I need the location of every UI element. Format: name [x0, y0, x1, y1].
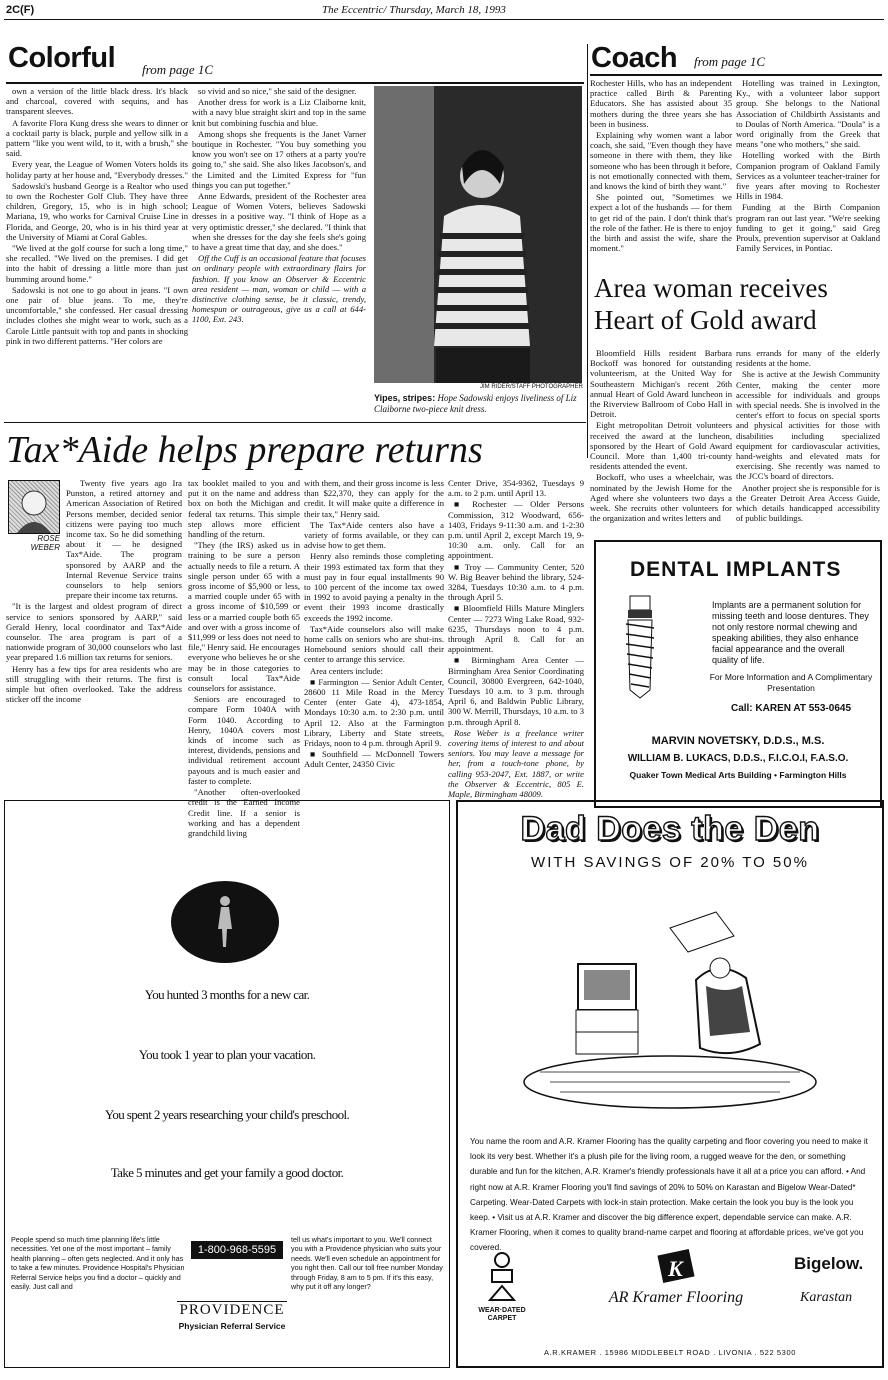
kramer-body: You name the room and A.R. Kramer Flooring has the quality carpeting and floor covering you need to make it look its very best. Whether it's a plush pile for the living room, a rugged weave for the den, or something durable and fun for the kitchen, A.R. Kramer's friendly professionals have it all at a price you can afford. • And right now at A.R. Kramer Flooring you'll find savings of 20% to 50% on Karastan and Bigelow Wear-Dated* Carpeting. Wear-Dated Carpets with lock-in stain protection. Make certain the look you buy is the look you keep. • Visit us at A.R. Kramer and discover the big difference expert, dependable service can make. A.R. Kramer Flooring, when it comes to quality brand-name carpet and flooring at affordable prices, we've got you covered. — [470, 1137, 868, 1253]
colorful-from: from page 1C — [142, 62, 214, 77]
dental-info: For More Information and A Complimentary Presentation — [709, 672, 873, 693]
wear-dated-label: WEAR·DATED CARPET — [478, 1307, 526, 1322]
paragraph: The Tax*Aide centers also have a variety of forms available, or they can advise how to get them. — [304, 519, 444, 551]
paragraph: Rochester Hills, who has an independent practice called Birth & Parenting Educators. She has assisted about 35 mothers during the three years she has been in business. — [590, 78, 732, 129]
dental-body: Implants are a permanent solution for missing teeth and loose dentures. They not only restore normal chewing and speaking abilities, they also enhance facial appearance and the overall quality of life. — [712, 600, 869, 665]
den-illustration — [520, 882, 820, 1112]
paragraph: Seniors are encouraged to compare Form 1040A with Form 1040. According to Henry, 1040A covers most kinds of income such as interest, dividends, pensions and individual retirement account payouts and is much easier and faster to complete. — [188, 694, 300, 786]
column-divider — [587, 44, 588, 458]
paragraph: Hotelling was trained in Lexington, Ky., with a volunteer labor support group. She belongs to the National Association of Childbirth Assistants and to Doulas of North America. "Doula" is a word originally from the Greek that means "one who mothers," she said. — [736, 78, 880, 150]
coach-col1 — [590, 78, 732, 274]
svg-text:K: K — [668, 1256, 683, 1281]
section-rule — [4, 422, 586, 423]
kramer-savings: WITH SAVINGS OF 20% TO 50% — [531, 854, 809, 871]
dental-doctor-1: MARVIN NOVETSKY, D.D.S., M.S. — [651, 735, 825, 747]
providence-line-3: You spent 2 years researching your child's preschool. — [104, 1107, 350, 1122]
dental-implants-ad — [594, 540, 882, 808]
paragraph: Area centers include: — [310, 665, 384, 676]
coach-from: from page 1C — [694, 54, 766, 69]
bigelow-logo: Bigelow. — [794, 1254, 864, 1273]
italic-note: Rose Weber is a freelance writer covering items of interest to and about seniors. You may leave a message for her, from a touch-tone phone, by calling 953-2047, Ext. 1887, or write the Observer & Eccentric, 805 E. Maple, Birmingham 48009. — [448, 727, 584, 800]
kramer-k-icon — [656, 1248, 696, 1284]
paragraph: Every year, the League of Women Voters holds its holiday party at her house and, "Everybody dresses." — [6, 159, 188, 180]
paragraph: "It is the largest and oldest program of direct service to seniors sponsored by AARP," said Gerald Henry, local coordinator and Tax*Aide counselor. The area program is part of a nationwide program of 30,000 counselors who last year prepared 1.6 million tax returns for seniors. — [6, 601, 182, 663]
coach-col2 — [736, 78, 880, 274]
paragraph: Sadowski's husband George is a Realtor who used to own the Rochester Golf Club. They have three children, Gregory, 15, who is in high school; Mariana, 19, who works for Carnival Cruise Line in Florida, and George, 20, who is in his third year at the University of Miami at Coral Gables. — [6, 180, 188, 242]
paragraph: She is active at the Jewish Community Center, making the center more accessible for individuals and groups with special needs. She is involved in the center's effort to focus on special sports and physical activities for those with disabilities including specialized equipment for cardiovascular activities, hand-weights and elevated mats for exercising. She recently was named to the JCC's board of directors. — [736, 369, 880, 482]
colorful-rule — [6, 82, 584, 84]
doctor-silhouette-icon — [169, 879, 281, 965]
providence-logo: PROVIDENCE — [177, 1301, 287, 1319]
taxaide-col2 — [188, 478, 300, 838]
kramer-logo-text: AR Kramer Flooring — [608, 1289, 744, 1306]
masthead-rule — [4, 19, 884, 20]
taxaide-col3 — [304, 478, 444, 796]
paragraph: Another project she is responsible for is the Greater Detroit Area Access Guide, which details handicapped accessibility of public buildings. — [736, 482, 880, 524]
dental-call: Call: KAREN AT 553-0645 — [730, 703, 852, 714]
paragraph: "They (the IRS) asked us in training to be sure a person actually needs to file a return. A single person under 65 with a gross income of $5,900 or less, a married couple under 65 with a gross income of $10,599 or less or a married couple both 65 and over with a gross income of $11,999 or less does not need to file," Henry said. He encourages everyone who believes he or she may be in those categories to consult local Tax*Aide counselors for assistance. — [188, 540, 300, 694]
paragraph: Tax*Aide counselors also will make home calls on seniors who are shut-ins. Homebound seniors should call their center to arrange this service. — [304, 623, 444, 665]
paragraph: Funding at the Birth Companion program ran out last year. "We're seeking funding to get it going," said Greg Proulx, prevention supervisor at Oakland Family Services, in Pontiac. — [736, 202, 880, 254]
paragraph: Another dress for work is a Liz Claiborne knit, with a navy blue straight skirt and top in the same knit but combining fuschia and blue. — [192, 97, 366, 128]
providence-phone: 1-800-968-5595 — [191, 1241, 283, 1259]
paragraph: Henry also reminds those completing their 1993 estimated tax form that they must pay in four equal installments 90 to 100 percent of the income tax owed in 1992 to avoid paying a penalty in the event their 1993 income drastically exceeds the 1992 income. — [304, 551, 444, 623]
wear-dated-logo — [472, 1252, 532, 1323]
heart-col2 — [736, 348, 880, 524]
byline: ROSE WEBER — [30, 534, 60, 552]
paragraph: Center Drive, 354-9362, Tuesdays 9 a.m. to 2 p.m. until April 13. — [448, 478, 584, 499]
taxaide-headline: Tax*Aide helps prepare returns — [6, 429, 483, 471]
providence-line-2: You took 1 year to plan your vacation. — [138, 1047, 316, 1062]
coach-kicker: Coach — [591, 42, 678, 74]
colorful-col1 — [6, 86, 188, 408]
paragraph: tax booklet mailed to you and put it on the name and address box on both the Michigan and federal tax returns. This simple step allows more efficient handling of the return. — [188, 478, 300, 540]
paragraph: Anne Edwards, president of the Rochester area League of Women Voters, believes Sadowski dresses in a positive way. "I think of Hope as a very optimistic dresser," she declared. "I think that when she dresses for the day she feels she's going to have a great time that day, and she does." — [192, 191, 366, 253]
hope-sadowski-photo — [374, 86, 582, 383]
paragraph: She pointed out, "Sometimes we expect a lot of the husbands — for them to get rid of the pain. I don't think that's the role of the father. He is there to enjoy the birth and assist the wife, share the moment." — [590, 192, 732, 254]
paragraph: Twenty five years ago Ira Punston, a retired attorney and American Association of Retired Persons member, decided senior citizens were paying too much income tax. So he did something about it — he designed Tax*Aide. The program sponsored by AARP and the Internal Revenue Service trains counselors to help seniors prepare their income tax returns. — [66, 478, 182, 601]
providence-ad — [4, 800, 450, 1368]
paragraph: Bloomfield Hills resident Barbara Bockoff was honored for outstanding volunteerism, at the United Way for Southeastern Michigan's recent 26th annual Heart of Gold Award luncheon in the Riverview Ballroom of Cobo Hall in Detroit. — [590, 348, 732, 420]
paragraph: so vivid and so nice," she said of the designer. — [198, 86, 357, 96]
caption-lead: Yipes, stripes: — [374, 393, 436, 403]
providence-left-copy: People spend so much time planning life's little necessities. Yet one of the most important – family health planning – often gets neglected. And it only has to take a few minutes. Providence Hospital's Physician Referral Service helps you find a doctor – quickly and easily. Just call and — [11, 1235, 185, 1292]
providence-line-4: Take 5 minutes and get your family a good doctor. — [110, 1165, 344, 1180]
paragraph: Sadowski is not one to go about in jeans. "I own one pair of blue jeans. To me, they're uncomfortable," she confessed. Her casual dressing includes clothes she might wear to work, such as a Carole Little pantsuit with top and pants in shocking pink in two different patterns. "Her colors are — [6, 284, 188, 346]
taxaide-col1 — [6, 478, 182, 796]
paragraph: A favorite Flora Kung dress she wears to dinner or a cocktail party is black, purple and yellow silk in a pattern "like you went wild, to it, with a brush," she said. — [6, 117, 188, 159]
dental-doctor-2: WILLIAM B. LUKACS, D.D.S., F.I.C.O.I, F.A.S.O. — [627, 753, 849, 764]
heart-headline: Area woman receives Heart of Gold award — [594, 273, 828, 335]
photo-credit: JIM RIDER/STAFF PHOTOGRAPHER — [480, 384, 583, 390]
kramer-address: A.R.KRAMER . 15986 MIDDLEBELT ROAD . LIVONIA . 522 5300 — [544, 1348, 796, 1357]
kramer-logo — [606, 1248, 746, 1307]
paragraph: Bockoff, who uses a wheelchair, was nominated by the Jewish Home for the Aged where she volunteers two days a week. She recruits other volunteers for the organization and writes letters and — [590, 472, 732, 524]
karastan-logo: Karastan — [800, 1290, 853, 1305]
paragraph: runs errands for many of the elderly residents at the home. — [736, 348, 880, 369]
paragraph: "Another often-overlooked credit is the Earned Income Credit line. If a senior is working and has a dependent grandchild living — [188, 787, 300, 838]
paragraph: Henry has a few tips for area residents who are still struggling with their returns. The first is simple but often overlooked. Take the address sticker off the income — [6, 663, 182, 705]
paragraph: ■ Farmington — Senior Adult Center, 28600 11 Mile Road in the Mercy Center (enter Gate 4), 473-1854, Mondays 10:30 a.m. to 2:30 p.m. until April 12. Also at the Farmington Library, Liberty and State streets, Fridays, noon to 4 p.m. through April 9. — [304, 676, 444, 749]
heart-col1 — [590, 348, 732, 524]
italic-note: Off the Cuff is an occasional feature that focuses on ordinary people with extraordinary flairs for fashion. If you know an Observer & Eccentric area resident — man, woman or child — with a distinctive clothing sense, be it classic, trendy, homespun or outrageous, give us a call at 644-1100, Ext. 243. — [192, 253, 366, 325]
taxaide-col4 — [448, 478, 584, 800]
paragraph: Hotelling worked with the Birth Companion program of Oakland Family Services as a volunteer teacher-trainer for five years after moving to Rochester Hills in 1984. — [736, 150, 880, 202]
paragraph: ■ Rochester — Older Persons Commission, 312 Woodward, 656-1403, Fridays 9-11:30 a.m. and 1-2:30 p.m. until April 2, except March 19, 9-10:30 a.m. only. Call for an appointment. — [448, 499, 584, 561]
paragraph: ■ Bloomfield Hills Mature Minglers Center — 7273 Wing Lake Road, 932-6235, Thursdays noon to 4 p.m. through April 8. Call for an appointment. — [448, 603, 584, 655]
kramer-title: Dad Does the Den — [520, 810, 820, 848]
paragraph: Eight metropolitan Detroit volunteers received the award at the luncheon, sponsored by the Heart of Gold Award Council. More than 1,400 tri-county residents attended the event. — [590, 420, 732, 472]
wear-dated-icon — [484, 1252, 520, 1302]
dental-location: Quaker Town Medical Arts Building • Farmington Hills — [629, 770, 847, 780]
dental-implant-icon — [616, 594, 664, 702]
page-number: 2C(F) — [6, 4, 35, 16]
providence-logo-sub: Physician Referral Service — [178, 1321, 286, 1331]
paragraph: with them, and their gross income is less than $22,370, they can apply for the credit. It will make quite a difference in their tax," Henry said. — [304, 478, 444, 519]
paper-dateline: The Eccentric/ Thursday, March 18, 1993 — [322, 4, 506, 16]
paragraph: "We lived at the golf course for such a long time," she recalled. "We lived on the premises. I did get into the habit of dressing a little more than just bumming around home." — [6, 243, 188, 284]
colorful-kicker: Colorful — [8, 42, 116, 74]
colorful-col2 — [192, 86, 366, 422]
caption-text: Hope Sadowski enjoys liveliness of Liz Claiborne two-piece knit dress. — [374, 393, 577, 414]
dental-title: DENTAL IMPLANTS — [630, 558, 842, 581]
paragraph: Among shops she frequents is the Janet Varner boutique in Rochester. "You buy something you know you won't see on 17 others at a party you're going to," she said. She also likes Jacobson's, and the Limited and the Limited Express for "fun things you can put together." — [192, 128, 366, 190]
paragraph: ■ Southfield — McDonnell Towers Adult Center, 24350 Civic — [304, 749, 444, 770]
paragraph: ■ Troy — Community Center, 520 W. Big Beaver behind the library, 524-3284, Tuesdays 10:30 a.m. to 4 p.m. through April 5. — [448, 561, 584, 603]
paragraph: own a version of the little black dress. It's black and charcoal, covered with sequins, and has transparent sleeves. — [6, 86, 188, 117]
paragraph: ■ Birmingham Area Center — Birmingham Area Senior Coordinating Council, 30800 Evergreen, 642-1040, Tuesdays 10 a.m. to 3 p.m. through April 6, and Baldwin Public Library, 300 W. Merrill, Thursdays, 10 a.m. to 3 p.m. through April 8. — [448, 655, 584, 727]
kramer-flooring-ad — [456, 800, 884, 1368]
photo-figure — [374, 86, 582, 383]
providence-right-copy: tell us what's important to you. We'll connect you with a Providence physician who suits your needs. We'll even schedule an appointment for you right then. Call our toll free number Monday through Friday, 8 am to 5 pm. If it's this easy, why put it off any longer? — [291, 1235, 443, 1292]
providence-line-1: You hunted 3 months for a new car. — [144, 987, 310, 1002]
photo-caption — [374, 393, 582, 414]
coach-rule — [590, 74, 882, 76]
paragraph: Explaining why women want a labor coach, she said, "Even though they have someone in there with them, they like someone who has been through it before, is not emotionally connected with them, and knows the kind of birth they want." — [590, 130, 732, 192]
